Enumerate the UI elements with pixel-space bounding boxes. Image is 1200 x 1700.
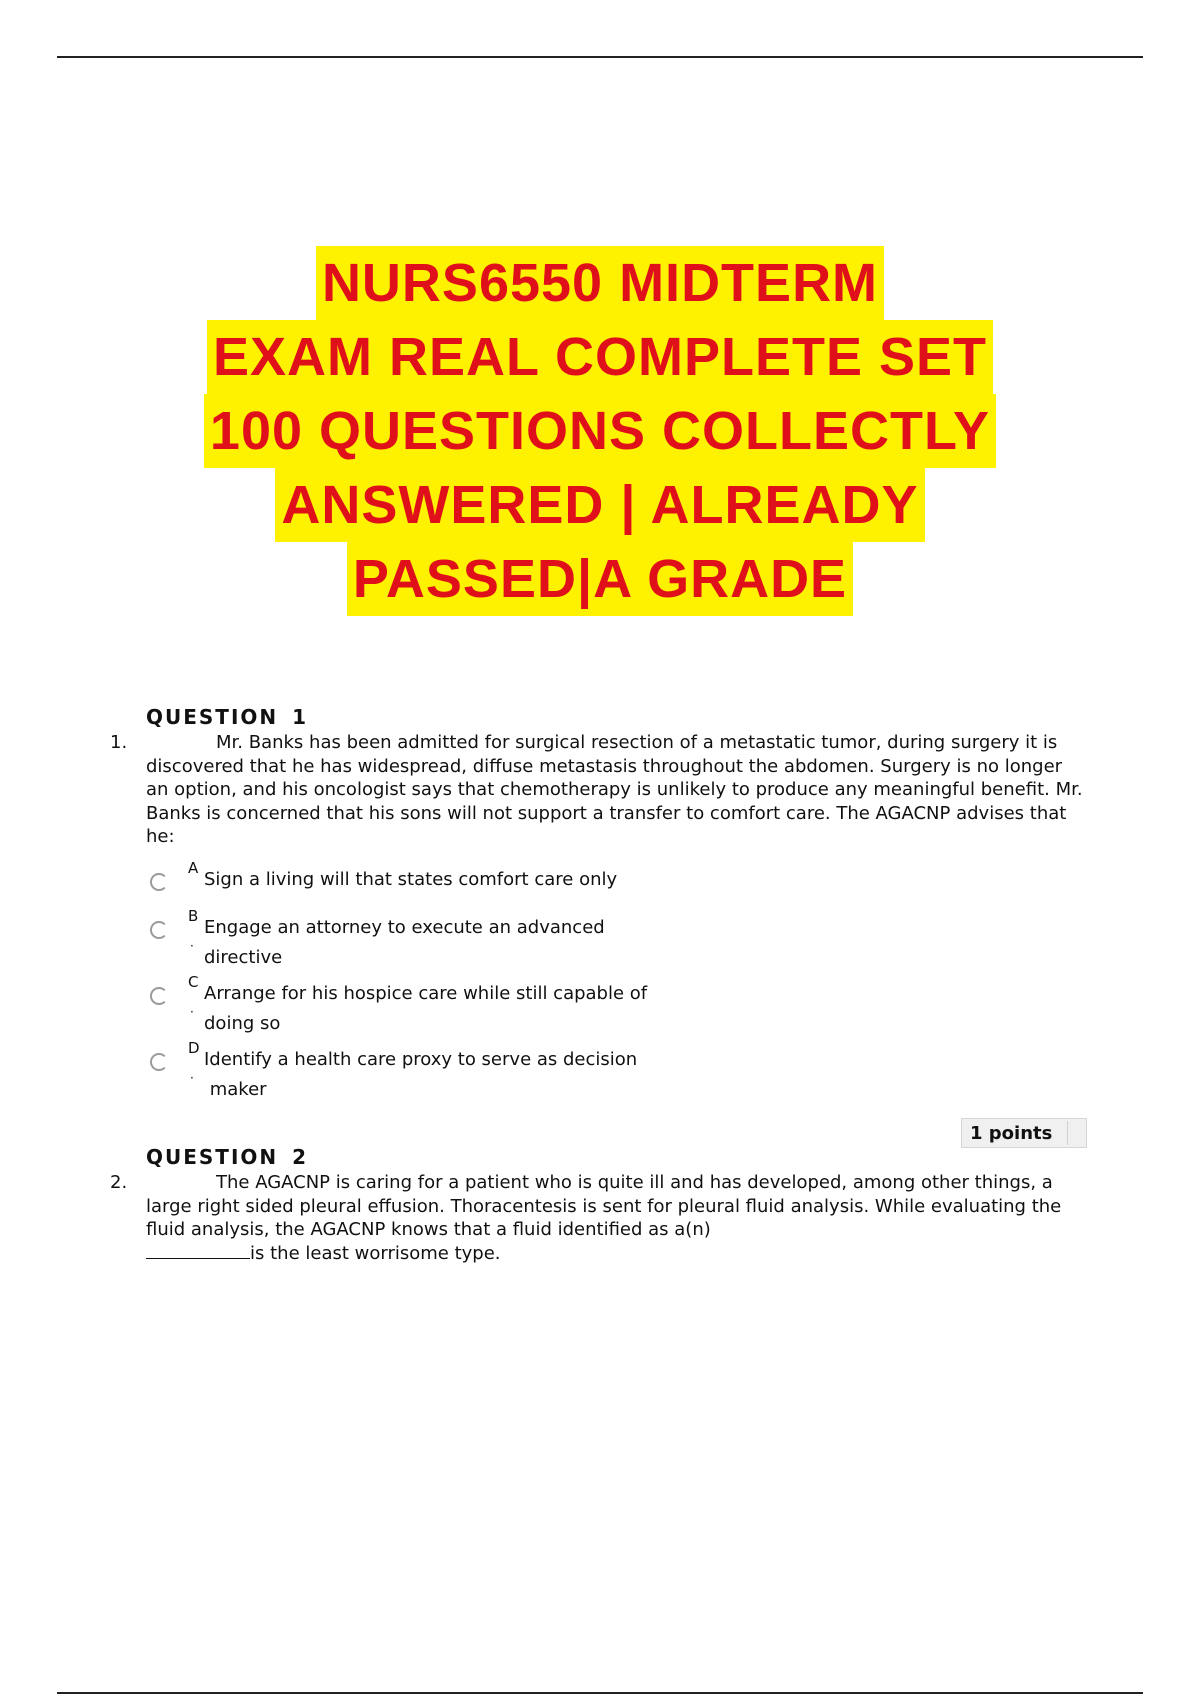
radio-button-icon[interactable]	[150, 1053, 168, 1071]
radio-button-icon[interactable]	[150, 987, 168, 1005]
bullet-dot-icon: ·	[190, 1004, 194, 1019]
question-2	[110, 1145, 1110, 1265]
answer-options	[110, 859, 1110, 1105]
option-letter: A	[188, 858, 199, 877]
question-1	[110, 705, 1110, 1105]
title-line-2: EXAM REAL COMPLETE SET	[207, 320, 993, 394]
option-label: Engage an attorney to execute an advanced directive	[204, 916, 605, 968]
bottom-rule	[57, 1692, 1143, 1694]
option-label: Sign a living will that states comfort care only	[204, 868, 618, 890]
option-label: Arrange for his hospice care while still capable of doing so	[204, 982, 648, 1034]
option-letter: D	[188, 1038, 200, 1057]
question-text: 2. The AGACNP is caring for a patient who is quite ill and has developed, among other things, a large right sided pleural effusion. Thoracentesis is sent for pleural fluid analysis. While evaluating the fluid analysis, the AGACNP knows that a fluid identified as a(n) is the least worrisome type.	[110, 1172, 1062, 1264]
top-rule	[57, 56, 1143, 58]
fill-in-blank	[146, 1242, 250, 1259]
radio-button-icon[interactable]	[150, 873, 168, 891]
option-letter: B	[188, 906, 199, 925]
title-line-3: 100 QUESTIONS COLLECTLY	[204, 394, 996, 468]
title-line-4: ANSWERED | ALREADY	[275, 468, 924, 542]
points-badge: 1 points	[961, 1118, 1087, 1148]
option-a[interactable]	[146, 859, 1110, 907]
option-b[interactable]	[146, 907, 1110, 973]
question-list-number: 2.	[110, 1172, 128, 1193]
title-line-5: PASSED|A GRADE	[347, 542, 853, 616]
radio-button-icon[interactable]	[150, 921, 168, 939]
question-heading: QUESTION 1	[146, 705, 309, 729]
question-text: 1. Mr. Banks has been admitted for surgical resection of a metastatic tumor, during surgery it is discovered that he has widespread, diffuse metastasis throughout the abdomen. Surgery is no longer an option, and his oncologist says that chemotherapy is unlikely to produce any meaningful benefit. Mr. Banks is concerned that his sons will not support a transfer to comfort care. The AGACNP advises that he:	[110, 732, 1083, 847]
document-title	[100, 246, 1100, 616]
option-d[interactable]	[146, 1039, 1110, 1105]
option-c[interactable]	[146, 973, 1110, 1039]
bullet-dot-icon: ·	[190, 1070, 194, 1085]
bullet-dot-icon: ·	[190, 938, 194, 953]
title-line-1: NURS6550 MIDTERM	[316, 246, 884, 320]
option-label: Identify a health care proxy to serve as decision maker	[204, 1048, 638, 1100]
option-letter: C	[188, 972, 199, 991]
question-heading: QUESTION 2	[146, 1145, 309, 1169]
question-list-number: 1.	[110, 732, 128, 753]
